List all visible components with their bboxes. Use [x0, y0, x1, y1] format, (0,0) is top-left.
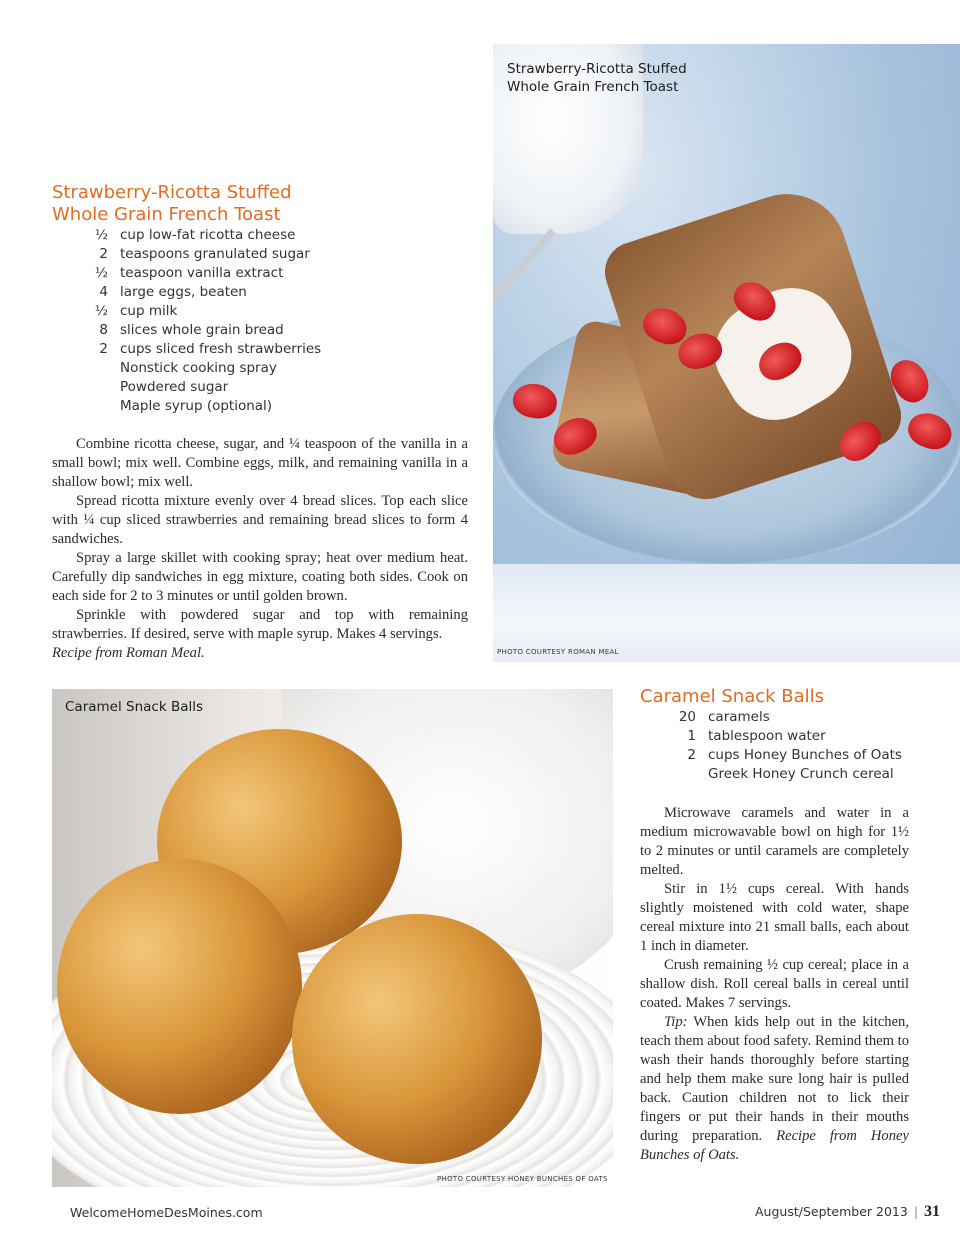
ingredient-item: Maple syrup (optional) [120, 398, 273, 414]
page-number: 31 [924, 1203, 941, 1220]
recipe-source: Recipe from Honey Bunches of Oats. [640, 1128, 909, 1163]
ingredient-row [94, 302, 420, 321]
ingredient-qty: 2 [687, 747, 696, 763]
ingredient-row [678, 708, 948, 727]
ingredient-qty: ½ [94, 265, 108, 281]
ingredient-qty: 20 [678, 709, 696, 725]
issue-date: August/September 2013 [755, 1204, 908, 1219]
ingredient-item: teaspoon vanilla extract [120, 265, 284, 281]
instruction-text: Combine ricotta cheese, sugar, and ¼ teaspoon of the vanilla in a small bowl; mix well. Combine eggs, milk, and remaining vanilla in a shallow bowl; mix well. [52, 436, 468, 490]
ingredient-item: large eggs, beaten [120, 284, 247, 300]
footer-issue [755, 1203, 940, 1221]
snack-ball-image [292, 914, 542, 1164]
instruction-text: Spread ricotta mixture evenly over 4 bread slices. Top each slice with ¼ cup sliced strawberries and remaining bread slices to form 4 sandwiches. [52, 493, 468, 547]
ingredient-row [94, 226, 420, 245]
recipe-title: Caramel Snack Balls [640, 686, 825, 707]
ingredient-qty: 8 [99, 322, 108, 338]
instruction-text: Spray a large skillet with cooking spray; heat over medium heat. Carefully dip sandwiches in egg mixture, coating both sides. Cook on each side for 2 to 3 minutes or until golden brown. [52, 550, 468, 604]
ingredient-row [99, 340, 420, 359]
ingredient-qty: ½ [94, 227, 108, 243]
ingredient-row [94, 264, 420, 283]
instruction-paragraph [52, 549, 468, 606]
ingredient-item: Powdered sugar [120, 379, 229, 395]
ingredient-qty: 2 [99, 246, 108, 262]
photo-caption: Caramel Snack Balls [65, 699, 204, 715]
instruction-paragraph [640, 804, 909, 880]
ingredient-row [120, 397, 420, 416]
ingredient-row [99, 321, 420, 340]
photo-credit: PHOTO COURTESY HONEY BUNCHES OF OATS [437, 1175, 608, 1183]
fork-image [493, 228, 556, 300]
recipe-instructions [52, 435, 468, 663]
tip-label: Tip: [664, 1014, 688, 1030]
recipe-instructions [640, 804, 909, 1165]
footer-website: WelcomeHomeDesMoines.com [70, 1205, 263, 1220]
tip-paragraph [640, 1013, 909, 1165]
instruction-paragraph [52, 492, 468, 549]
ingredient-qty: 2 [99, 341, 108, 357]
ingredient-qty: ½ [94, 303, 108, 319]
ingredient-item: Greek Honey Crunch cereal [708, 766, 894, 782]
instruction-text: Stir in 1½ cups cereal. With hands slightly moistened with cold water, shape cereal mixture into 21 small balls, each about 1 inch in diameter. [640, 881, 909, 954]
ingredient-row [99, 283, 420, 302]
caramel-balls-photo [52, 689, 613, 1187]
ingredient-row [99, 245, 420, 264]
ingredient-row [687, 727, 948, 746]
instruction-paragraph [640, 880, 909, 956]
ingredient-row [120, 378, 420, 397]
ingredient-list [94, 226, 420, 416]
ingredient-row [120, 359, 420, 378]
snack-ball-image [57, 859, 302, 1114]
photo-caption: Strawberry-Ricotta Stuffed Whole Grain French Toast [507, 61, 687, 95]
ingredient-item: cups Honey Bunches of Oats [708, 747, 902, 763]
ingredient-qty: 1 [687, 728, 696, 744]
recipe-source: Recipe from Roman Meal. [52, 645, 205, 661]
ingredient-item: slices whole grain bread [120, 322, 284, 338]
instruction-text: Crush remaining ½ cup cereal; place in a shallow dish. Roll cereal balls in cereal until coated. Makes 7 servings. [640, 957, 909, 1011]
instruction-text: Microwave caramels and water in a medium microwavable bowl on high for 1½ to 2 minutes or until caramels are completely melted. [640, 805, 909, 878]
ingredient-item: cups sliced fresh strawberries [120, 341, 322, 357]
instruction-paragraph [52, 606, 468, 663]
photo-credit: PHOTO COURTESY ROMAN MEAL [497, 648, 619, 656]
ingredient-item: caramels [708, 709, 770, 725]
instruction-paragraph [52, 435, 468, 492]
footer-separator: | [913, 1204, 919, 1219]
ingredient-item: teaspoons granulated sugar [120, 246, 310, 262]
ingredient-list [678, 708, 948, 784]
french-toast-photo [493, 44, 960, 662]
ingredient-item: cup low-fat ricotta cheese [120, 227, 296, 243]
ingredient-qty: 4 [99, 284, 108, 300]
recipe-title: Strawberry-Ricotta Stuffed Whole Grain French Toast [52, 182, 292, 225]
tip-text: When kids help out in the kitchen, teach them about food safety. Remind them to wash their hands thoroughly before starting and help them make sure long hair is pulled back. Caution children not to lick their fingers or put their hands in their mouths during preparation. [640, 1014, 909, 1144]
ingredient-row [708, 765, 948, 784]
ingredient-item: tablespoon water [708, 728, 826, 744]
instruction-text: Sprinkle with powdered sugar and top with remaining strawberries. If desired, serve with maple syrup. Makes 4 servings. [52, 607, 468, 642]
ingredient-row [687, 746, 948, 765]
ingredient-item: Nonstick cooking spray [120, 360, 277, 376]
instruction-paragraph [640, 956, 909, 1013]
ingredient-item: cup milk [120, 303, 178, 319]
